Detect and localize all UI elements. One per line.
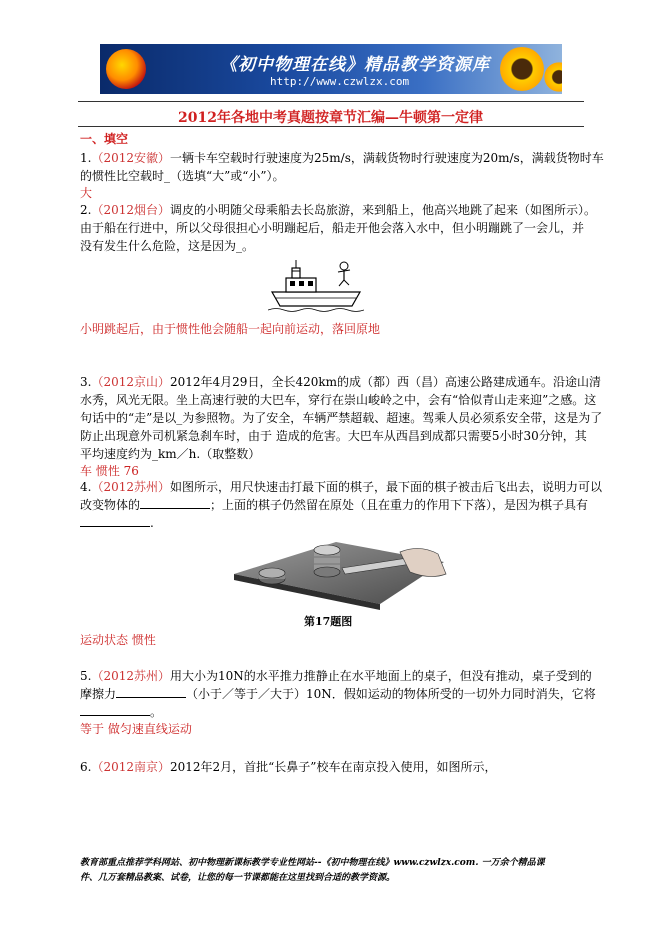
question-number: 5. (80, 669, 92, 683)
question-3-line-1 (80, 373, 602, 391)
header-banner (100, 44, 562, 94)
question-text: 改变物体的 (80, 498, 141, 512)
question-4-line-3: . (80, 514, 585, 532)
question-source: （2012苏州） (91, 480, 170, 494)
question-text: 调皮的小明随父母乘船去长岛旅游，来到船上，他高兴地跳了起来（如图所示）。 (170, 203, 597, 217)
question-4-answer: 运动状态 惯性 (80, 633, 156, 647)
chess-pieces-figure (232, 534, 448, 610)
question-1-line-2: 的惯性比空载时_（选填“大”或“小”）。 (80, 169, 285, 183)
answer-blank (116, 685, 186, 698)
question-source: （2012烟台） (91, 203, 170, 217)
question-number: 6. (80, 760, 92, 774)
question-1-answer: 大 (80, 186, 93, 200)
document-title: 2012年各地中考真题按章节汇编—牛顿第一定律 (178, 110, 483, 126)
question-text: 如图所示，用尺快速击打最下面的棋子，最下面的棋子被击后飞出去，说明力可以 (170, 480, 603, 494)
question-text: 。 (150, 705, 163, 719)
question-3-line-4: 防止出现意外司机紧急刹车时，由于 造成的危害。大巴车从西昌到成都只需要5小时30分钟，其 (80, 429, 587, 443)
question-text: 用大小为10N的水平推力推静止在水平地面上的桌子，但没有推动，桌子受到的 (170, 669, 592, 683)
answer-blank (140, 496, 210, 509)
header-rule-top (78, 101, 584, 102)
question-2-line-2: 由于船在行进中，所以父母很担心小明蹦起后，船走开他会落入水中，但小明蹦跳了一会儿，并 (80, 221, 585, 235)
question-2-answer: 小明跳起后，由于惯性他会随船一起向前运动，落回原地 (80, 322, 381, 336)
header-rule-bottom (78, 126, 584, 127)
question-source: （2012南京） (91, 760, 170, 774)
footer-line-1: 教育部重点推荐学科网站、初中物理新课标教学专业性网站--《初中物理在线》www.czwlzx.com. 一万余个精品课 (80, 858, 545, 868)
question-5-line-3 (80, 703, 585, 721)
question-1-line-1 (80, 149, 604, 167)
question-4-line-2 (80, 496, 589, 514)
banner-url: http://www.czwlzx.com (270, 75, 410, 88)
question-5-line-2 (80, 685, 596, 703)
answer-blank (80, 514, 150, 527)
boat-figure (268, 258, 364, 314)
question-text: （小于／等于／大于）10N．假如运动的物体所受的一切外力同时消失，它将 (186, 687, 596, 701)
banner-title: 《初中物理在线》精品教学资源库 (220, 55, 490, 75)
question-number: 2. (80, 203, 92, 217)
question-text: 2012年4月29日，全长420km的成（都）西（昌）高速公路建成通车。沿途山清 (170, 375, 602, 389)
question-source: （2012苏州） (91, 669, 170, 683)
question-text: ；上面的棋子仍然留在原处（且在重力的作用下下落），是因为棋子具有 (210, 498, 589, 512)
question-3-line-2: 水秀，风光无限。坐上高速行驶的大巴车，穿行在崇山峻岭之中，会有“恰似青山走来迎”之感。这 (80, 393, 597, 407)
question-2-line-3: 没有发生什么危险，这是因为_。 (80, 239, 255, 253)
question-number: 1. (80, 151, 92, 165)
question-4-line-1 (80, 478, 603, 496)
answer-blank (80, 703, 150, 716)
question-5-line-1 (80, 667, 592, 685)
section-heading: 一、填空 (80, 132, 129, 146)
sunflower-small-icon (544, 62, 562, 92)
site-logo-icon (106, 49, 146, 89)
question-6-line-1 (80, 758, 585, 776)
question-3-line-3: 句话中的“走”是以_为参照物。为了安全，车辆严禁超载、超速。驾乘人员必须系安全带，这是为了 (80, 411, 603, 425)
question-source: （2012京山） (91, 375, 170, 389)
page-footer (80, 856, 590, 886)
question-text: 一辆卡车空载时行驶速度为25m/s，满载货物时行驶速度为20m/s，满载货物时车 (170, 151, 604, 165)
figure-caption: 第17题图 (304, 615, 353, 628)
question-2-line-1 (80, 201, 597, 219)
question-5-answer: 等于 做匀速直线运动 (80, 722, 192, 736)
question-3-line-5: 平均速度约为_km／h.（取整数） (80, 447, 261, 461)
question-3-answer: 车 惯性 76 (80, 464, 139, 478)
question-text: 2012年2月，首批“长鼻子”校车在南京投入使用，如图所示， (170, 760, 497, 774)
question-number: 3. (80, 375, 92, 389)
sunflower-icon (500, 47, 544, 91)
question-number: 4. (80, 480, 92, 494)
question-text: 摩擦力 (80, 687, 117, 701)
question-source: （2012安徽） (91, 151, 170, 165)
footer-line-2: 件、几万套精品教案、试卷，让您的每一节课都能在这里找到合适的教学资源。 (80, 873, 396, 883)
